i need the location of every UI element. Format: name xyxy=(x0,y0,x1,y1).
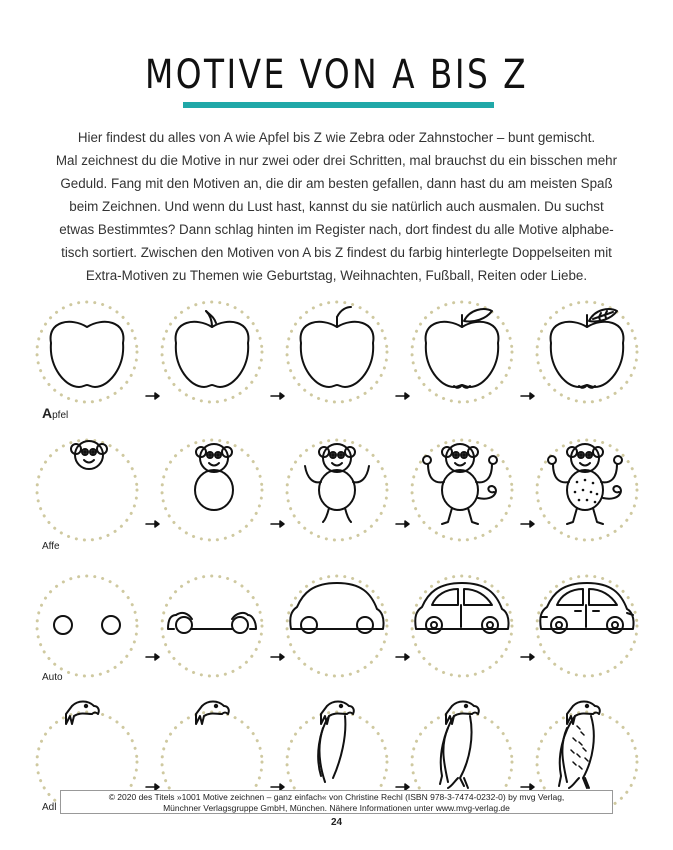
copyright-line-2: Münchner Verlagsgruppe GmbH, München. Nähere Informationen unter www.mvg-verlag.de xyxy=(163,803,510,813)
apple-step-3 xyxy=(301,307,374,387)
page-title: MOTIVE VON A BIS Z xyxy=(144,52,529,98)
eagle-step-2 xyxy=(196,702,229,725)
apple-step-1 xyxy=(51,322,124,387)
intro-line: tisch sortiert. Zwischen den Motiven von A bis Z findest du farbig hinterlegte Doppelseiten mit xyxy=(61,245,612,260)
intro-line: Extra-Motiven zu Themen wie Geburtstag, Weihnachten, Fußball, Reiten oder Liebe. xyxy=(85,268,588,283)
row-label-monkey: Affe xyxy=(42,541,60,552)
step-circles xyxy=(37,302,637,812)
eagle-step-3 xyxy=(318,702,354,783)
apple-step-5 xyxy=(551,309,624,388)
eagle-step-5 xyxy=(559,702,600,789)
copyright-notice xyxy=(60,790,613,814)
monkey-step-1 xyxy=(71,441,107,469)
car-step-5 xyxy=(540,583,633,633)
intro-line: Hier findest du alles von A wie Apfel bis Z wie Zebra oder Zahnstocher – bunt gemischt. xyxy=(77,130,596,145)
car-step-2 xyxy=(168,613,256,633)
intro-line: beim Zeichnen. Und wenn du Lust hast, kannst du sie natürlich auch ausmalen. Du suchst xyxy=(69,199,604,214)
intro-line: Geduld. Fang mit den Motiven an, die dir am besten gefallen, dann hast du am meisten Spaß xyxy=(60,176,613,191)
apple-step-2 xyxy=(176,311,249,387)
eagle-step-1 xyxy=(66,702,99,725)
page-number: 24 xyxy=(330,817,343,828)
row-label-eagle: Adl xyxy=(42,802,57,813)
eagle-step-4 xyxy=(440,702,479,789)
intro-line: etwas Bestimmtes? Dann schlag hinten im Register nach, dort findest du alle Motive alphabe- xyxy=(59,222,614,237)
car-step-3 xyxy=(290,583,383,633)
row-label-apple: Apfel xyxy=(42,405,69,421)
monkey-step-5 xyxy=(548,444,622,524)
monkey-step-3 xyxy=(305,444,369,522)
car-step-1 xyxy=(54,616,120,634)
apple-step-4 xyxy=(426,309,499,388)
monkey-step-2 xyxy=(195,444,233,510)
monkey-step-4 xyxy=(423,444,497,524)
copyright-line-1: © 2020 des Titels »1001 Motive zeichnen – ganz einfach« von Christine Rechl (ISBN 978-3-7474-0232-0) by mvg Verlag, xyxy=(108,792,565,802)
car-step-4 xyxy=(415,583,508,633)
row-label-car: Auto xyxy=(42,672,63,683)
intro-line: Mal zeichnest du die Motive in nur zwei oder drei Schritten, mal brauchst du ein bisschen mehr xyxy=(55,153,618,168)
